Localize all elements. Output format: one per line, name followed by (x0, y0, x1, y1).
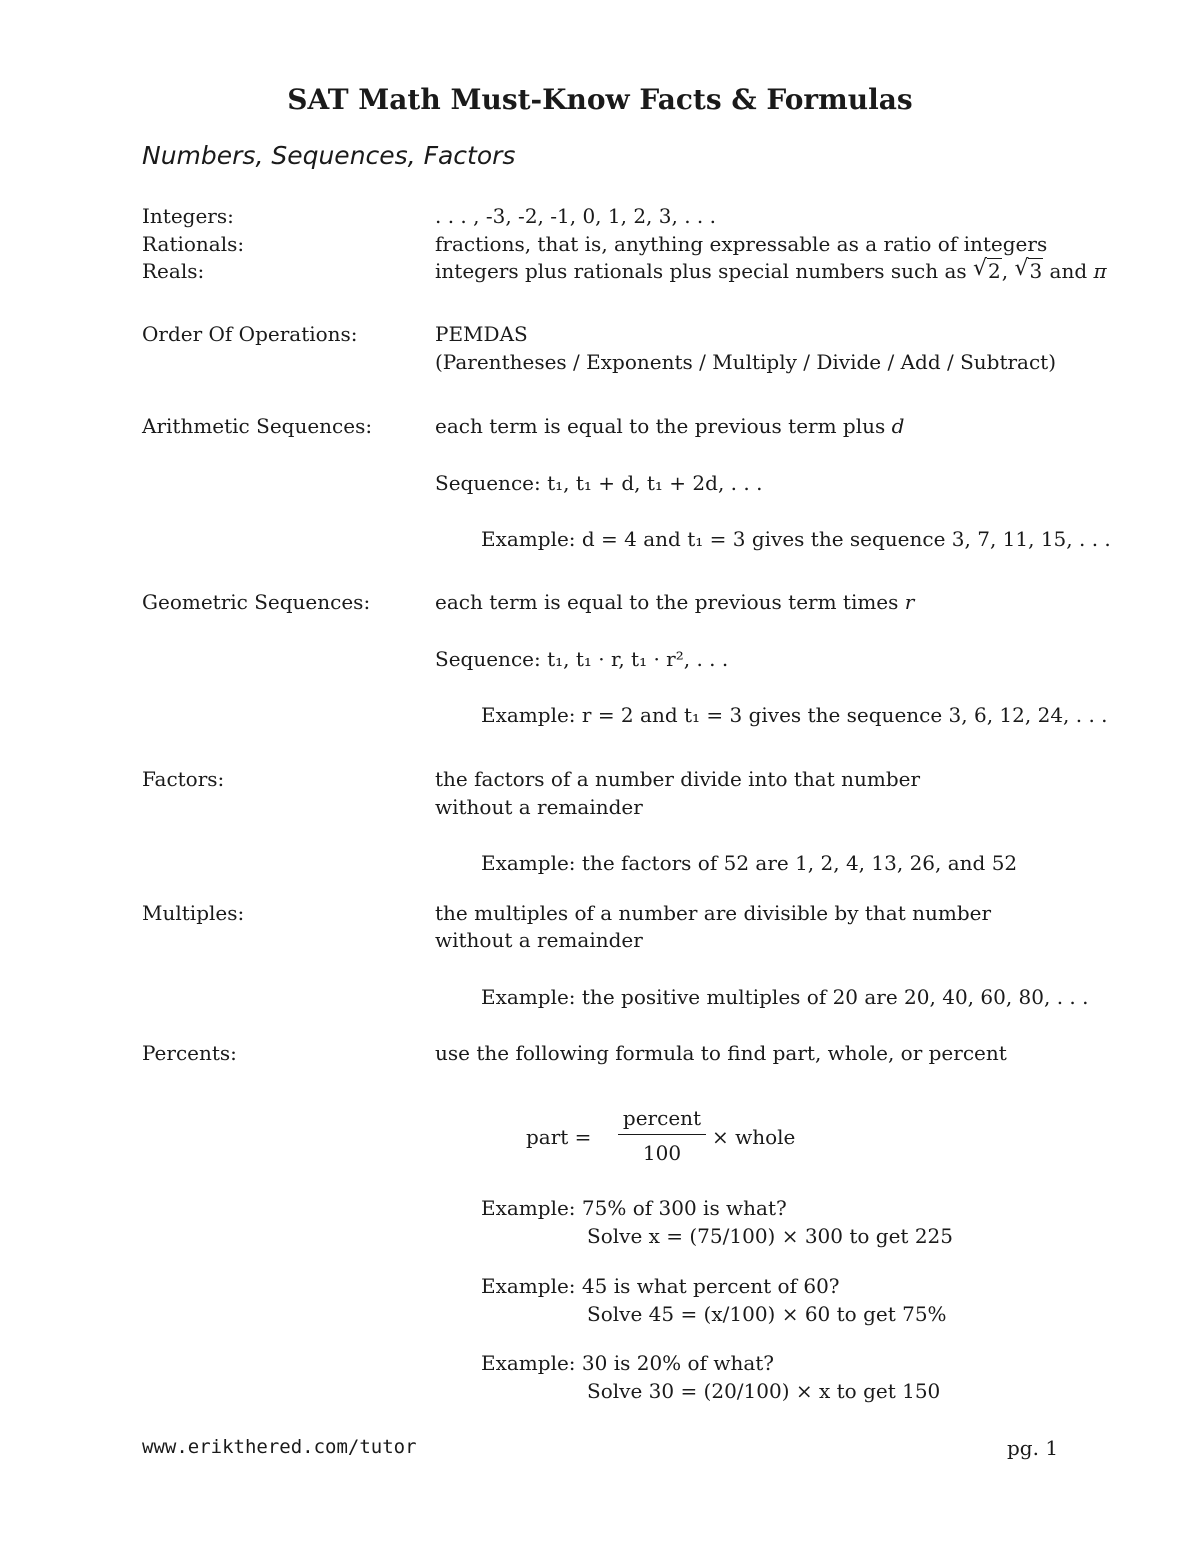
formula-denominator: 100 (642, 1141, 682, 1165)
integers-value: . . . , -3, -2, -1, 0, 1, 2, 3, . . . (435, 204, 716, 228)
factors-line1: the factors of a number divide into that number (435, 767, 921, 791)
percent-example2-question: Example: 45 is what percent of 60? (481, 1274, 840, 1298)
sqrt-2: √ 2 (973, 256, 1001, 283)
percent-example1-solution: Solve x = (75/100) × 300 to get 225 (587, 1224, 953, 1248)
integers-label: Integers: (142, 204, 234, 228)
formula-rhs: × whole (712, 1125, 796, 1149)
percent-example1-question: Example: 75% of 300 is what? (481, 1196, 787, 1220)
multiples-example: Example: the positive multiples of 20 are 20, 40, 60, 80, . . . (481, 985, 1089, 1009)
reals-label: Reals: (142, 259, 205, 283)
reals-value: integers plus rationals plus special numbers such as √ 2, √ 3 and π (435, 256, 1107, 283)
percents-line1: use the following formula to find part, whole, or percent (435, 1041, 1007, 1065)
arith-definition: each term is equal to the previous term plus d (435, 414, 905, 438)
percents-label: Percents: (142, 1041, 237, 1065)
percent-example3-question: Example: 30 is 20% of what? (481, 1351, 775, 1375)
order-acronym: PEMDAS (435, 322, 528, 346)
rationals-value: fractions, that is, anything expressable as a ratio of integers (435, 232, 1048, 256)
geom-example: Example: r = 2 and t₁ = 3 gives the sequence 3, 6, 12, 24, . . . (481, 703, 1108, 727)
page-number: pg. 1 (1007, 1436, 1059, 1460)
footer-url[interactable]: www.erikthered.com/tutor (142, 1436, 417, 1458)
formula-fraction (618, 1106, 706, 1165)
formula-lhs: part = (526, 1125, 592, 1149)
pi-symbol: π (1093, 259, 1107, 283)
rationals-label: Rationals: (142, 232, 245, 256)
order-expansion: (Parentheses / Exponents / Multiply / Divide / Add / Subtract) (435, 350, 1057, 374)
fraction-bar (618, 1134, 706, 1135)
page-title: SAT Math Must-Know Facts & Formulas (287, 83, 913, 116)
order-label: Order Of Operations: (142, 322, 358, 346)
percent-example2-solution: Solve 45 = (x/100) × 60 to get 75% (587, 1302, 947, 1326)
factors-label: Factors: (142, 767, 225, 791)
arith-example: Example: d = 4 and t₁ = 3 gives the sequence 3, 7, 11, 15, . . . (481, 527, 1111, 551)
factors-line2: without a remainder (435, 795, 643, 819)
multiples-label: Multiples: (142, 901, 245, 925)
multiples-line1: the multiples of a number are divisible by that number (435, 901, 992, 925)
percent-example3-solution: Solve 30 = (20/100) × x to get 150 (587, 1379, 941, 1403)
sqrt-3: √ 3 (1014, 256, 1043, 283)
formula-numerator: percent (622, 1106, 702, 1130)
multiples-line2: without a remainder (435, 928, 643, 952)
geom-label: Geometric Sequences: (142, 590, 371, 614)
factors-example: Example: the factors of 52 are 1, 2, 4, 13, 26, and 52 (481, 851, 1018, 875)
geom-sequence: Sequence: t₁, t₁ · r, t₁ · r², . . . (435, 647, 729, 671)
section-heading: Numbers, Sequences, Factors (142, 141, 516, 170)
arith-sequence: Sequence: t₁, t₁ + d, t₁ + 2d, . . . (435, 471, 763, 495)
geom-definition: each term is equal to the previous term times r (435, 590, 915, 614)
arith-label: Arithmetic Sequences: (142, 414, 373, 438)
